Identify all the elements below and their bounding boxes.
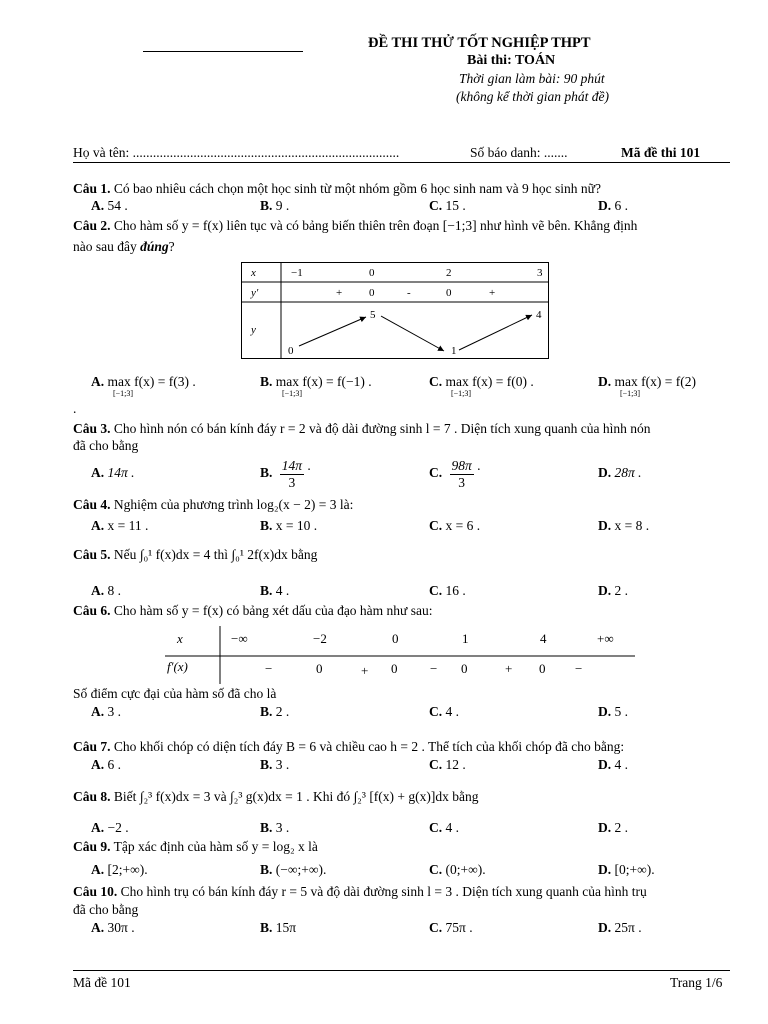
q9-option-d[interactable]: D. [0;+∞). [598, 862, 655, 877]
q1-option-a[interactable]: A. 54 . [91, 198, 128, 213]
footer-rule [73, 970, 730, 971]
q5-option-b[interactable]: B. 4 . [260, 583, 290, 598]
vt-x-1: 0 [369, 267, 375, 279]
question-9: Câu 9. Tập xác định của hàm số y = log₂ x là [73, 839, 318, 854]
question-10-line1: Câu 10. Cho hình trụ có bán kính đáy r = 5 và độ dài đường sinh l = 3 . Diện tích xung quanh của hình trụ [73, 884, 647, 899]
st-x-1: −2 [313, 631, 327, 646]
question-5: Câu 5. Nếu ∫₀¹ f(x)dx = 4 thì ∫₀¹ 2f(x)dx bằng [73, 547, 318, 562]
question-3-line1: Câu 3. Cho hình nón có bán kính đáy r = 2 và độ dài đường sinh l = 7 . Diện tích xung quanh của hình nón [73, 421, 651, 436]
vt-yp-3: 0 [446, 287, 452, 299]
q7-option-d[interactable]: D. 4 . [598, 757, 628, 772]
vt-y-label: y [251, 324, 256, 336]
st-fp-1: 0 [316, 661, 323, 676]
st-fp-6: + [505, 661, 513, 676]
vt-yp-2: - [407, 287, 411, 299]
q9-option-b[interactable]: B. (−∞;+∞). [260, 862, 327, 877]
q4-option-d[interactable]: D. x = 8 . [598, 518, 650, 533]
exam-title: ĐỀ THI THỬ TỐT NGHIỆP THPT [368, 35, 591, 51]
q10-option-a[interactable]: A. 30π . [91, 920, 135, 935]
q3-option-c[interactable]: C. $\frac{98\pi}{3}$ . [429, 458, 481, 490]
question-2-line1: Câu 2. Cho hàm số y = f(x) liên tục và có bảng biến thiên trên đoạn [−1;3] như hình vẽ bên. Khẳng định [73, 218, 638, 233]
q1-option-b[interactable]: B. 9 . [260, 198, 290, 213]
st-fp-7: 0 [539, 661, 546, 676]
question-3-line2: đã cho bằng [73, 438, 139, 453]
question-8: Câu 8. Biết ∫₂³ f(x)dx = 3 và ∫₂³ g(x)dx = 1 . Khi đó ∫₂³ [f(x) + g(x)]dx bằng [73, 789, 479, 804]
st-fp-4: − [430, 661, 438, 676]
q6-option-b[interactable]: B. 2 . [260, 704, 290, 719]
st-x-label: x [177, 631, 183, 646]
st-fp-3: 0 [391, 661, 398, 676]
q2-option-d-sub: [−1;3] [620, 389, 641, 398]
q5-option-c[interactable]: C. 16 . [429, 583, 466, 598]
vt-x-label: x [251, 267, 256, 279]
q5-option-a[interactable]: A. 8 . [91, 583, 121, 598]
st-x-5: +∞ [597, 631, 614, 646]
sbd-field: Số báo danh: ....... [470, 145, 568, 160]
vt-arrow-up-1 [299, 317, 366, 346]
vt-y-3: 4 [536, 309, 542, 321]
q2-option-d[interactable]: D. max f(x) = f(2) [−1;3] [598, 374, 696, 398]
q7-option-a[interactable]: A. 6 . [91, 757, 121, 772]
q10-option-d[interactable]: D. 25π . [598, 920, 642, 935]
q8-option-b[interactable]: B. 3 . [260, 820, 290, 835]
name-field: Họ và tên: ............................................................................... [73, 145, 400, 160]
q3-option-b[interactable]: B. $\frac{14\pi}{3}$ . [260, 458, 311, 490]
top-rule [143, 51, 303, 52]
st-x-4: 4 [540, 631, 547, 646]
question-6: Câu 6. Cho hàm số y = f(x) có bảng xét dấu của đạo hàm như sau: [73, 603, 433, 618]
st-fp-2: + [361, 663, 369, 678]
q7-option-b[interactable]: B. 3 . [260, 757, 290, 772]
q2-option-a-sub: [−1;3] [113, 389, 134, 398]
st-fp-0: − [265, 661, 273, 676]
exam-note: (không kể thời gian phát đề) [456, 89, 610, 104]
header-rule [73, 162, 730, 163]
sign-table [165, 626, 635, 684]
q4-option-c[interactable]: C. x = 6 . [429, 518, 481, 533]
q4-option-b[interactable]: B. x = 10 . [260, 518, 318, 533]
q6-option-c[interactable]: C. 4 . [429, 704, 459, 719]
variation-table [241, 262, 549, 359]
st-fp-8: − [575, 661, 583, 676]
q2-option-b-sub: [−1;3] [282, 389, 303, 398]
q6-option-d[interactable]: D. 5 . [598, 704, 628, 719]
question-7: Câu 7. Cho khối chóp có diện tích đáy B = 6 và chiều cao h = 2 . Thể tích của khối chóp đã cho bằng: [73, 739, 625, 754]
q8-option-a[interactable]: A. −2 . [91, 820, 129, 835]
vt-yp-label: y′ [251, 287, 259, 299]
q8-option-d[interactable]: D. 2 . [598, 820, 628, 835]
question-10-line2: đã cho bằng [73, 902, 139, 917]
q6-option-a[interactable]: A. 3 . [91, 704, 121, 719]
question-2-line2: nào sau đây đúng? [73, 239, 175, 254]
vt-x-0: −1 [291, 267, 303, 279]
q2-option-b[interactable]: B. max f(x) = f(−1) . [−1;3] [260, 374, 372, 398]
q3-option-d[interactable]: D. 28π . [598, 465, 642, 480]
q2-option-c[interactable]: C. max f(x) = f(0) . [−1;3] [429, 374, 534, 398]
vt-y-0: 0 [288, 345, 294, 357]
question-1: Câu 1. Có bao nhiêu cách chọn một học sinh từ một nhóm gồm 6 học sinh nam và 9 học sinh nữ? [73, 181, 601, 196]
q7-option-c[interactable]: C. 12 . [429, 757, 466, 772]
footer-code: Mã đề 101 [73, 975, 131, 990]
st-x-2: 0 [392, 631, 399, 646]
q10-option-c[interactable]: C. 75π . [429, 920, 473, 935]
vt-yp-0: + [336, 287, 343, 299]
question-6-line2: Số điểm cực đại của hàm số đã cho là [73, 686, 277, 701]
st-fp-5: 0 [461, 661, 468, 676]
q2-trailing-dot: . [73, 401, 77, 416]
exam-time: Thời gian làm bài: 90 phút [459, 71, 605, 86]
q9-option-c[interactable]: C. (0;+∞). [429, 862, 486, 877]
footer-page: Trang 1/6 [670, 975, 723, 990]
q1-option-c[interactable]: C. 15 . [429, 198, 466, 213]
vt-x-3: 3 [537, 267, 543, 279]
exam-subject: Bài thi: TOÁN [467, 53, 556, 68]
st-x-3: 1 [462, 631, 469, 646]
q3-option-a[interactable]: A. 14π . [91, 465, 135, 480]
st-x-0: −∞ [231, 631, 248, 646]
exam-code: Mã đề thi 101 [621, 145, 701, 160]
vt-y-1: 5 [370, 309, 376, 321]
q1-option-d[interactable]: D. 6 . [598, 198, 628, 213]
vt-arrow-down [381, 316, 444, 351]
vt-yp-4: + [489, 287, 496, 299]
q2-option-a[interactable]: A. max f(x) = f(3) . [−1;3] [91, 374, 196, 398]
vt-y-2: 1 [451, 345, 457, 357]
vt-x-2: 2 [446, 267, 452, 279]
vt-yp-1: 0 [369, 287, 375, 299]
q8-option-c[interactable]: C. 4 . [429, 820, 459, 835]
vt-arrow-up-2 [459, 315, 532, 350]
q10-option-b[interactable]: B. 15π [260, 920, 297, 935]
q2-option-c-sub: [−1;3] [451, 389, 472, 398]
st-fp-label: f′(x) [167, 659, 188, 674]
question-4: Câu 4. Nghiệm của phương trình log₂(x − 2) = 3 là: [73, 497, 354, 512]
q4-option-a[interactable]: A. x = 11 . [91, 518, 149, 533]
q9-option-a[interactable]: A. [2;+∞). [91, 862, 148, 877]
q5-option-d[interactable]: D. 2 . [598, 583, 628, 598]
